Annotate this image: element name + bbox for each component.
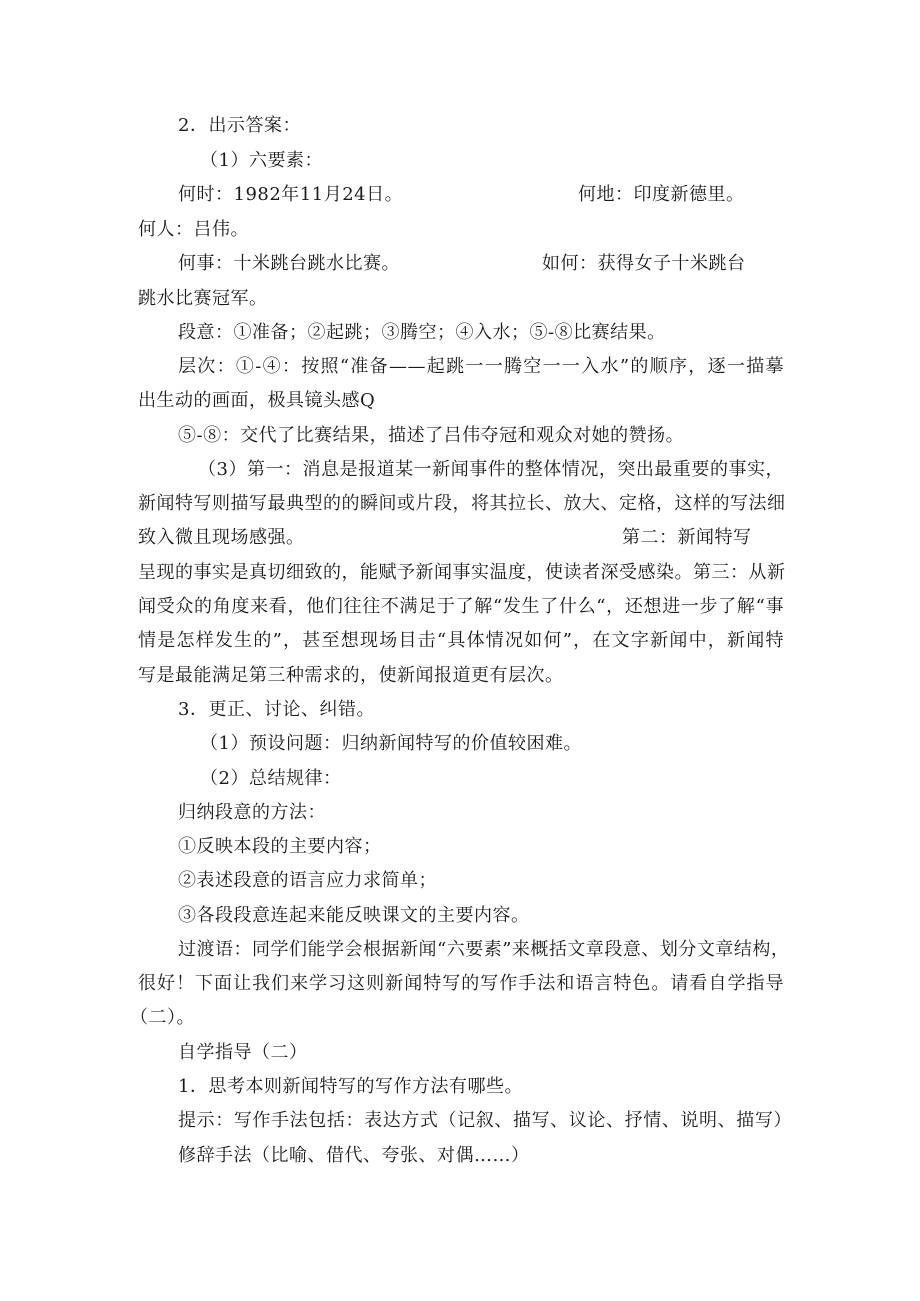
six-elements-heading: （1）六要素：	[200, 150, 323, 171]
levels-line: 层次：①-④：按照“准备——起跳一一腾空一一入水”的顺序，逐一描摹	[178, 356, 784, 377]
point-3-line-4: 呈现的事实是真切细致的，能赋予新闻事实温度，使读者深受感染。第三：从新	[138, 562, 786, 583]
hint-line: 提示：写作手法包括：表达方式（记叙、描写、议论、抒情、说明、描写）	[178, 1110, 792, 1131]
summary-rule-heading: （2）总结规律：	[200, 768, 342, 789]
method-item-1: ①反映本段的主要内容；	[178, 836, 382, 857]
how-line-cont: 跳水比赛冠军。	[138, 288, 268, 309]
when-line: 何时：1982年11月24日。	[178, 184, 404, 205]
self-study-heading: 自学指导（二）	[178, 1042, 308, 1063]
where-line: 何地：印度新德里。	[578, 184, 745, 205]
transition-line: 过渡语：同学们能学会根据新闻“六要素”来概括文章段意、划分文章结构，	[178, 939, 790, 960]
point-3-line-3b: 第二：新闻特写	[622, 527, 752, 548]
point-3-line-5: 闻受众的角度来看，他们往往不满足于了解“发生了什么“，还想进一步了解“事	[138, 596, 784, 617]
answer-heading: 2．出示答案：	[178, 115, 301, 136]
rhetoric-line: 修辞手法（比喻、借代、夸张、对偶……）	[178, 1145, 530, 1166]
how-line: 如何：获得女子十米跳台	[542, 253, 746, 274]
method-heading: 归纳段意的方法：	[178, 802, 326, 823]
what-line: 何事：十米跳台跳水比赛。	[178, 253, 400, 274]
transition-line-3: （二）。	[130, 1007, 195, 1028]
transition-line-2: 很好！下面让我们来学习这则新闻特写的写作手法和语言特色。请看自学指导	[138, 973, 784, 994]
preset-problem-line: （1）预设问题：归纳新闻特写的价值较困难。	[200, 733, 582, 754]
point-3-line-3a: 致入微且现场感强。	[138, 527, 305, 548]
point-3-line: （3）第一：消息是报道某一新闻事件的整体情况，突出最重要的事实，	[198, 459, 784, 480]
who-line: 何人：吕伟。	[138, 219, 249, 240]
paragraph-meaning-line: 段意：①准备；②起跳；③腾空；④入水；⑤-⑧比赛结果。	[178, 322, 666, 343]
point-3-line-7: 写是最能满足第三种需求的，使新闻报道更有层次。	[138, 665, 564, 686]
correction-heading: 3．更正、讨论、纠错。	[178, 699, 375, 720]
question-1-line: 1．思考本则新闻特写的写作方法有哪些。	[178, 1076, 523, 1097]
point-3-line-6: 情是怎样发生的”，甚至想现场目击“具体情况如何”，在文字新闻中，新闻特	[138, 630, 784, 651]
method-item-3: ③各段段意连起来能反映课文的主要内容。	[178, 905, 530, 926]
point-3-line-2: 新闻特写则描写最典型的的瞬间或片段，将其拉长、放大、定格，这样的写法细	[138, 493, 786, 514]
levels-line-cont: 出生动的画面，极具镜头感Q	[138, 390, 376, 411]
method-item-2: ②表述段意的语言应力求简单；	[178, 870, 437, 891]
levels-line-2: ⑤-⑧：交代了比赛结果，描述了吕伟夺冠和观众对她的赞扬。	[178, 425, 685, 446]
